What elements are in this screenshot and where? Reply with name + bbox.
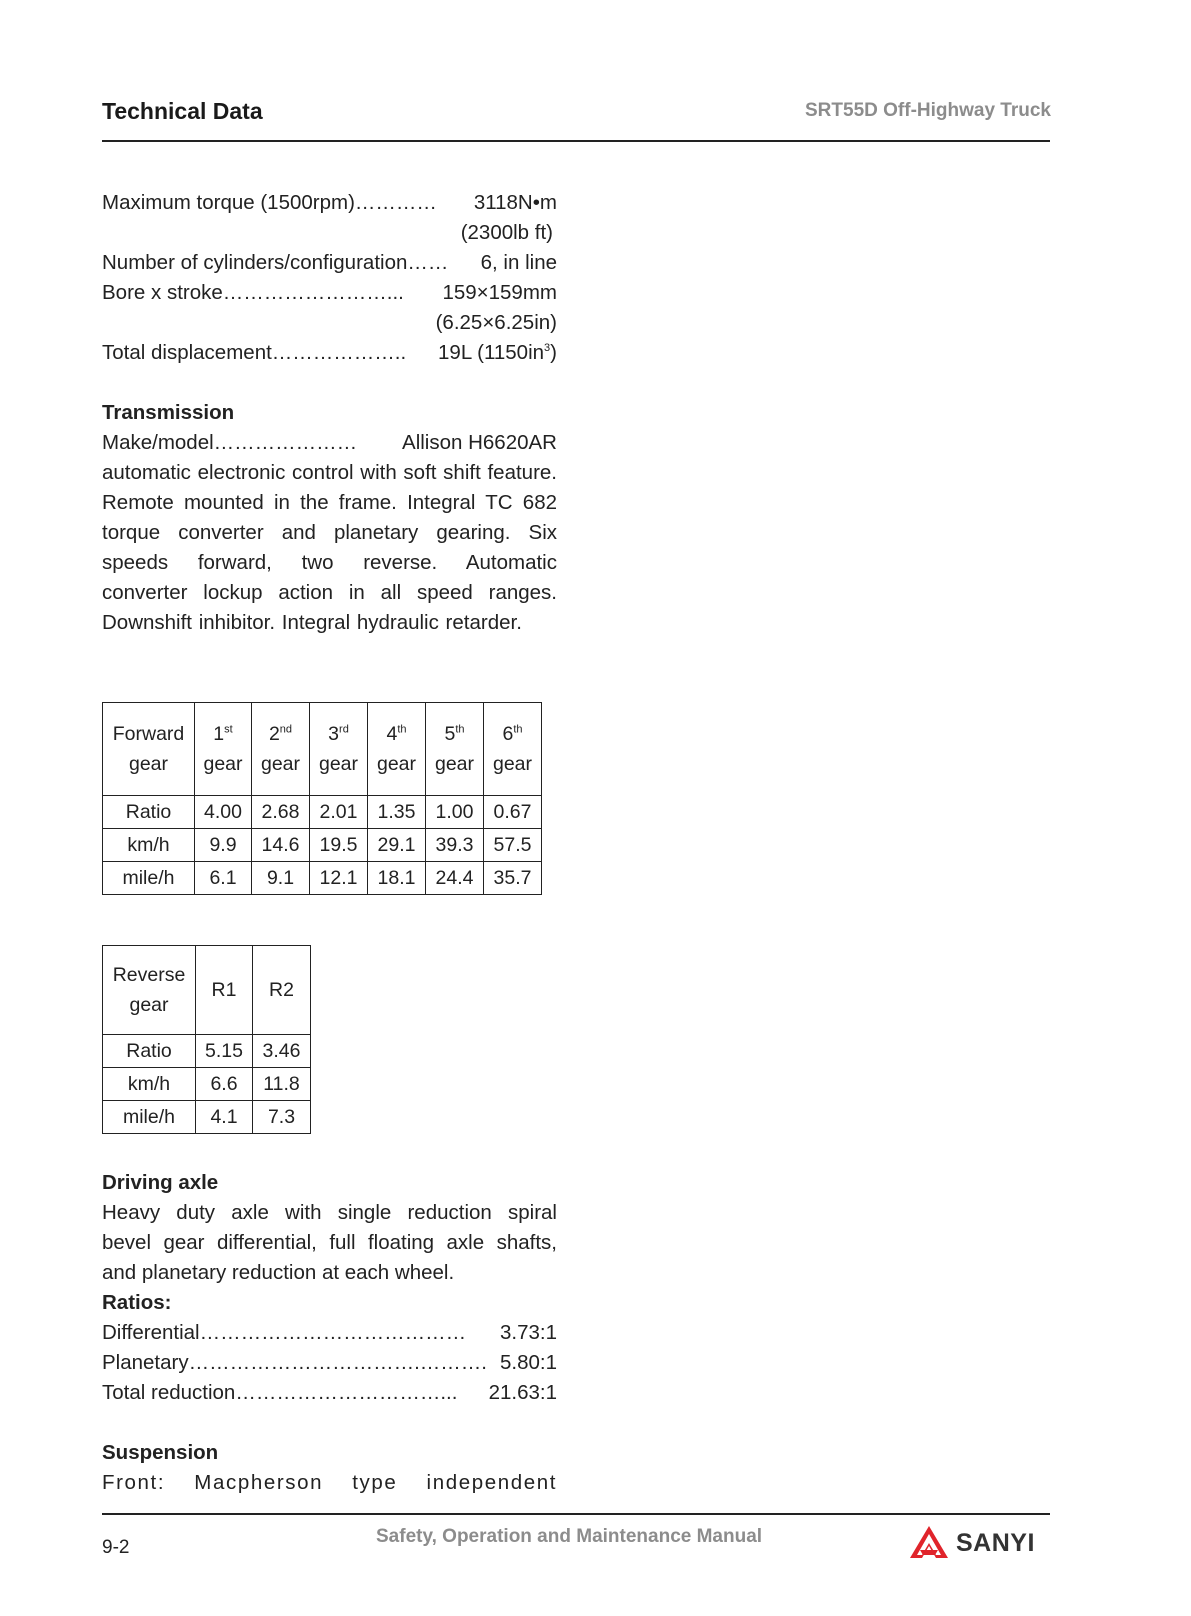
cylinders-value: 6, in line [480, 251, 557, 274]
footer-divider [102, 1513, 1050, 1515]
bore-value-alt: (6.25×6.25in) [435, 311, 557, 334]
table-cell: 3.46 [253, 1035, 311, 1068]
displacement-label: Total displacement [102, 341, 272, 364]
ratio-line-planetary [102, 1348, 557, 1378]
table-row [103, 1035, 311, 1068]
driving-axle-heading: Driving axle [102, 1171, 219, 1194]
forward-corner-cell: Forward gear [103, 703, 195, 796]
reverse-header-r2: R2 [253, 946, 311, 1035]
ratio-line-total [102, 1378, 557, 1408]
bore-label: Bore x stroke [102, 281, 223, 304]
forward-gear-table [102, 702, 542, 895]
table-row [103, 862, 542, 895]
table-cell: 9.1 [252, 862, 310, 895]
cylinders-dots: …… [407, 251, 449, 274]
make-model-value: Allison H6620AR [402, 431, 557, 454]
suspension-heading: Suspension [102, 1441, 219, 1464]
table-cell: 24.4 [426, 862, 484, 895]
axle-description-line-3: and planetary reduction at each wheel. [102, 1261, 455, 1284]
torque-dots: ………… [354, 191, 437, 214]
logo-text: SANYI [956, 1528, 1035, 1557]
sanyi-logo-icon [908, 1524, 950, 1562]
transmission-heading: Transmission [102, 401, 235, 424]
table-cell: 4.00 [195, 796, 252, 829]
bore-line [102, 278, 557, 308]
row-label: km/h [103, 829, 195, 862]
ratio-label: Total reduction [102, 1381, 236, 1404]
table-cell: 2.68 [252, 796, 310, 829]
gear-header-2: 2nd gear [252, 703, 310, 796]
ratio-dots: …………………………... [235, 1381, 458, 1404]
gear-header-4: 4th gear [368, 703, 426, 796]
ratio-label: Planetary [102, 1351, 189, 1374]
torque-value-alt: (2300lb ft) [460, 221, 553, 244]
make-model-label: Make/model [102, 431, 214, 454]
table-cell: 57.5 [484, 829, 542, 862]
row-label: mile/h [103, 1101, 196, 1134]
torque-label: Maximum torque (1500rpm) [102, 191, 355, 214]
ratio-value: 3.73:1 [500, 1321, 557, 1344]
table-cell: 6.6 [196, 1068, 253, 1101]
table-cell: 19.5 [310, 829, 368, 862]
table-row [103, 1068, 311, 1101]
table-cell: 14.6 [252, 829, 310, 862]
displacement-line [102, 338, 557, 368]
displacement-dots: ……………….. [271, 341, 407, 364]
cylinders-label: Number of cylinders/configuration [102, 251, 408, 274]
page-number: 9-2 [102, 1537, 130, 1558]
torque-value: 3118N•m [473, 191, 557, 214]
ratio-line-differential [102, 1318, 557, 1348]
table-cell: 7.3 [253, 1101, 311, 1134]
table-cell: 0.67 [484, 796, 542, 829]
cylinders-line [102, 248, 557, 278]
table-cell: 1.35 [368, 796, 426, 829]
axle-description-line-2: bevel gear differential, full floating axle shafts, [102, 1231, 557, 1254]
sanyi-logo [908, 1524, 1035, 1562]
table-cell: 2.01 [310, 796, 368, 829]
table-cell: 12.1 [310, 862, 368, 895]
manual-title: Safety, Operation and Maintenance Manual [376, 1526, 763, 1547]
gear-header-3: 3rd gear [310, 703, 368, 796]
table-cell: 1.00 [426, 796, 484, 829]
table-cell: 5.15 [196, 1035, 253, 1068]
reverse-gear-table [102, 945, 311, 1134]
make-model-dots: ………………… [213, 431, 358, 454]
torque-line [102, 188, 557, 218]
ratio-dots: …………………………….………. [188, 1351, 488, 1374]
make-model-line [102, 428, 557, 458]
table-row [103, 829, 542, 862]
row-label: Ratio [103, 1035, 196, 1068]
ratio-value: 5.80:1 [500, 1351, 557, 1374]
axle-column [102, 1168, 557, 1498]
table-cell: 18.1 [368, 862, 426, 895]
row-label: Ratio [103, 796, 195, 829]
table-row [103, 796, 542, 829]
row-label: km/h [103, 1068, 196, 1101]
table-cell: 9.9 [195, 829, 252, 862]
ratio-value: 21.63:1 [488, 1381, 557, 1404]
gear-header-6: 6th gear [484, 703, 542, 796]
table-cell: 29.1 [368, 829, 426, 862]
ratio-dots: ………………………………… [199, 1321, 467, 1344]
table-cell: 6.1 [195, 862, 252, 895]
reverse-corner-cell: Reverse gear [103, 946, 196, 1035]
gear-header-1: 1st gear [195, 703, 252, 796]
bore-dots: ……………………... [222, 281, 404, 304]
gear-header-5: 5th gear [426, 703, 484, 796]
table-cell: 11.8 [253, 1068, 311, 1101]
technical-data-column [102, 188, 557, 638]
bore-value: 159×159mm [442, 281, 557, 304]
ratio-label: Differential [102, 1321, 200, 1344]
table-row [103, 1101, 311, 1134]
reverse-header-r1: R1 [196, 946, 253, 1035]
table-cell: 4.1 [196, 1101, 253, 1134]
header-divider [102, 140, 1050, 142]
axle-description-line-1: Heavy duty axle with single reduction spiral [102, 1201, 557, 1224]
transmission-description: automatic electronic control with soft shift feature. Remote mounted in the frame. Integral TC 682 torque converter and planetary gearing. Six speeds forward, two reverse. Automatic converter lockup action in all speed ranges. Downshift inhibitor. Integral hydraulic retarder. [102, 461, 557, 634]
table-cell: 35.7 [484, 862, 542, 895]
displacement-value: 19L $(1150in^3)$ [438, 341, 557, 364]
row-label: mile/h [103, 862, 195, 895]
page-section-title: Technical Data [102, 98, 263, 124]
document-title: SRT55D Off-Highway Truck [805, 100, 1051, 121]
suspension-front-text: Front: Macpherson type independent [102, 1471, 557, 1494]
table-cell: 39.3 [426, 829, 484, 862]
ratios-heading: Ratios: [102, 1291, 172, 1314]
